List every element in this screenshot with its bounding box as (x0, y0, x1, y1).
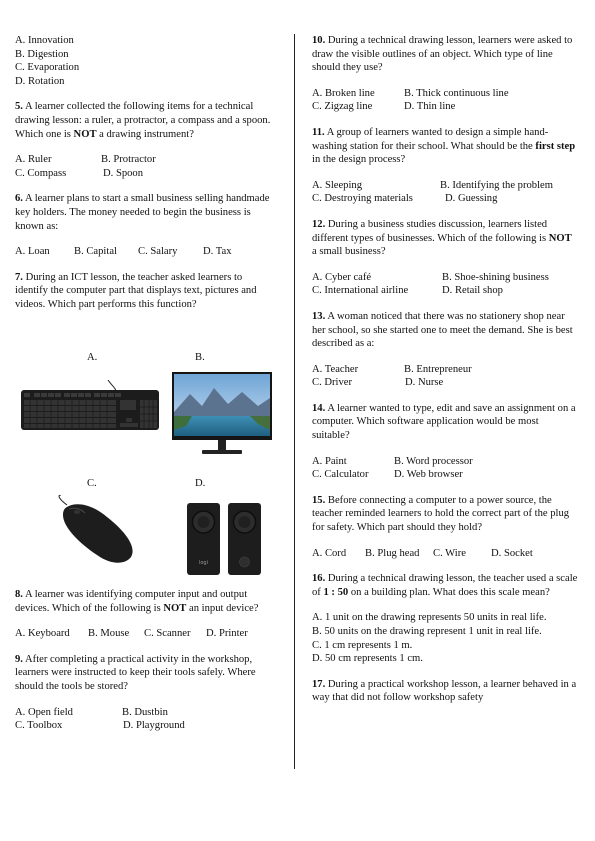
question-text (15, 653, 277, 694)
left-column (15, 34, 277, 312)
question-text (312, 34, 578, 75)
left-column-lower (15, 588, 277, 733)
option-a: A. 1 unit on the drawing represents 50 units in real life. (312, 612, 547, 624)
question-text-part: After completing a practical activity in the workshop, learners were instructed to keep their tools safely. Where should the tools be stored? (15, 653, 256, 692)
option-d: D. Retail shop (442, 285, 503, 297)
question-15 (312, 494, 578, 560)
option-row (15, 627, 277, 641)
question-number: 13. (312, 310, 326, 322)
question-emphasis: 1 : 50 (323, 586, 349, 598)
question-7 (15, 271, 277, 312)
option-b: B. Word processor (394, 455, 473, 467)
option-c: C. Toolbox (15, 720, 63, 732)
prev-question-options (15, 34, 277, 88)
option-a: A. Broken line (312, 87, 375, 99)
option-c: C. Compass (15, 167, 67, 179)
option: C. Evaporation (15, 62, 80, 74)
question-text (15, 588, 277, 615)
option-c: C. Scanner (144, 628, 191, 640)
option-b: B. Mouse (88, 628, 130, 640)
keyboard-image (20, 380, 160, 432)
question-number: 5. (15, 101, 23, 113)
option-d: D. 50 cm represents 1 cm. (312, 653, 423, 665)
question-10 (312, 34, 578, 114)
question-text (15, 271, 277, 312)
question-emphasis: NOT (163, 602, 187, 614)
option-d: D. Web browser (394, 469, 463, 481)
option-c: C. Zigzag line (312, 101, 373, 113)
speakers-image (186, 502, 266, 576)
question-emphasis: NOT (73, 128, 97, 140)
monitor-image (172, 372, 272, 458)
option-a: A. Keyboard (15, 628, 70, 640)
question-text-part: Before connecting a computer to a power source, the teacher reminded learners to hold the correct part of the plug for safety. Which part should they hold? (312, 494, 570, 534)
question-number: 10. (312, 35, 326, 46)
right-column (312, 34, 578, 705)
option-a: A. Ruler (15, 154, 52, 166)
question-text-part: A learner plans to start a small business selling handmade key holders. The money needed to begin the business is known as: (15, 193, 270, 232)
question-text-part: During a practical workshop lesson, a learner behaved in a way that did not follow workshop safety (312, 678, 577, 704)
question-emphasis: NOT (548, 232, 572, 244)
option: D. Rotation (15, 75, 65, 87)
question-16 (312, 572, 578, 666)
option-b: B. Plug head (365, 547, 420, 559)
question-text-part: on a building plan. What does this scale mean? (348, 586, 550, 598)
question-12 (312, 218, 578, 298)
option-d: D. Guessing (445, 193, 498, 205)
question-number: 17. (312, 678, 326, 690)
question-8 (15, 588, 277, 641)
option-c: C. 1 cm represents 1 m. (312, 639, 413, 651)
question-number: 7. (15, 271, 23, 283)
question-9 (15, 653, 277, 733)
question-text (15, 192, 277, 233)
question-text-part: A learner was identifying computer input and output devices. Which of the following is (15, 589, 248, 614)
option-row (15, 719, 277, 733)
image-label-b: B. (195, 352, 205, 363)
question-emphasis: first step (535, 140, 576, 152)
option-d: D. Tax (203, 246, 232, 258)
option-c: C. Destroying materials (312, 193, 413, 205)
question-number: 8. (15, 589, 23, 600)
option-row (15, 245, 277, 259)
question-number: 15. (312, 494, 326, 506)
question-text (312, 572, 578, 599)
option-row (312, 455, 578, 469)
image-label-a: A. (87, 352, 98, 363)
option-b: B. Shoe-shining business (442, 271, 549, 283)
option-row (15, 167, 277, 181)
option-b: B. 50 units on the drawing represent 1 unit in real life. (312, 626, 542, 637)
option-row (312, 100, 578, 114)
option-row (15, 153, 277, 167)
option-c: C. Calculator (312, 469, 369, 481)
question-17 (312, 678, 578, 705)
speaker-brand: logi (198, 560, 209, 566)
option-row (312, 87, 578, 101)
question-text (312, 678, 578, 705)
option-row (312, 179, 578, 193)
option-d: D. Printer (206, 628, 248, 640)
question-text-part: During a technical drawing lesson, the teacher used a scale of (312, 573, 578, 598)
question-text-part: an input device? (186, 602, 259, 614)
option-b: B. Identifying the problem (440, 179, 553, 191)
option-d: D. Nurse (405, 377, 444, 389)
question-number: 9. (15, 653, 23, 665)
option-row (312, 192, 578, 206)
option-c: C. International airline (312, 285, 409, 297)
image-label-d: D. (195, 478, 206, 489)
question-text-part: A learner collected the following items for a technical drawing lesson: a ruler, a protractor, a compass and a spoon. Which one is (15, 101, 271, 140)
option-d: D. Socket (491, 547, 533, 559)
option-b: B. Dustbin (122, 706, 168, 718)
question-number: 12. (312, 218, 326, 230)
question-number: 11. (312, 126, 325, 138)
question-text-part: in the design process? (312, 154, 406, 166)
question-6 (15, 192, 277, 258)
option-b: B. Entrepreneur (404, 363, 472, 375)
option: A. Innovation (15, 35, 74, 46)
question-number: 14. (312, 402, 326, 414)
option-a: A. Open field (15, 706, 73, 718)
image-label-c: C. (87, 478, 97, 489)
question-14 (312, 402, 578, 482)
option-row (15, 706, 277, 720)
question-text (312, 402, 578, 443)
option-c: C. Wire (433, 547, 466, 559)
option-row (312, 547, 578, 561)
question-text-part: A group of learners wanted to design a simple hand-washing station for their school. What should be the (312, 126, 549, 152)
option-b: B. Thick continuous line (404, 87, 509, 99)
option-row (312, 363, 578, 377)
question-text-part: During a business studies discussion, learners listed different types of businesses. Which of the following is (312, 218, 549, 244)
question-text-part: During a technical drawing lesson, learners were asked to draw the visible outlines of an object. Which type of line should they use? (312, 35, 573, 74)
option-d: D. Thin line (404, 101, 456, 113)
option-row (312, 468, 578, 482)
question-number: 16. (312, 573, 326, 585)
option-row (312, 271, 578, 285)
option-a: A. Loan (15, 246, 50, 258)
option-b: B. Capital (74, 246, 117, 258)
question-13 (312, 310, 578, 390)
option: B. Digestion (15, 48, 69, 60)
option-b: B. Protractor (101, 154, 156, 166)
column-divider (294, 34, 295, 769)
option-c: C. Salary (138, 246, 178, 258)
question-text-part: During an ICT lesson, the teacher asked learners to identify the computer part that displays text, pictures and videos. Which part performs this function? (15, 271, 257, 310)
option-a: A. Cord (312, 547, 347, 559)
option-d: D. Playground (123, 720, 185, 732)
option-row (312, 376, 578, 390)
option-a: A. Cyber café (312, 271, 372, 283)
mouse-image (55, 495, 145, 567)
question-text-part: A learner wanted to type, edit and save an assignment on a computer. Which software application would be most suitable? (312, 402, 576, 442)
question-text (312, 494, 578, 535)
option-d: D. Spoon (103, 167, 144, 179)
question-11 (312, 126, 578, 206)
question-text-part: a drawing instrument? (96, 128, 194, 140)
option-a: A. Teacher (312, 363, 359, 375)
question-number: 6. (15, 193, 23, 205)
question-text (312, 310, 578, 351)
option-c: C. Driver (312, 377, 353, 389)
question-text-part: a small business? (312, 246, 386, 258)
option-a: A. Paint (312, 455, 347, 467)
option-a: A. Sleeping (312, 179, 363, 191)
question-text (15, 100, 277, 141)
question-text (312, 126, 578, 167)
question-text-part: A woman noticed that there was no stationery shop near her school, so she started one to meet the demand. She is best described as a: (312, 310, 573, 350)
question-5 (15, 100, 277, 180)
question-text (312, 218, 578, 259)
option-row (312, 284, 578, 298)
